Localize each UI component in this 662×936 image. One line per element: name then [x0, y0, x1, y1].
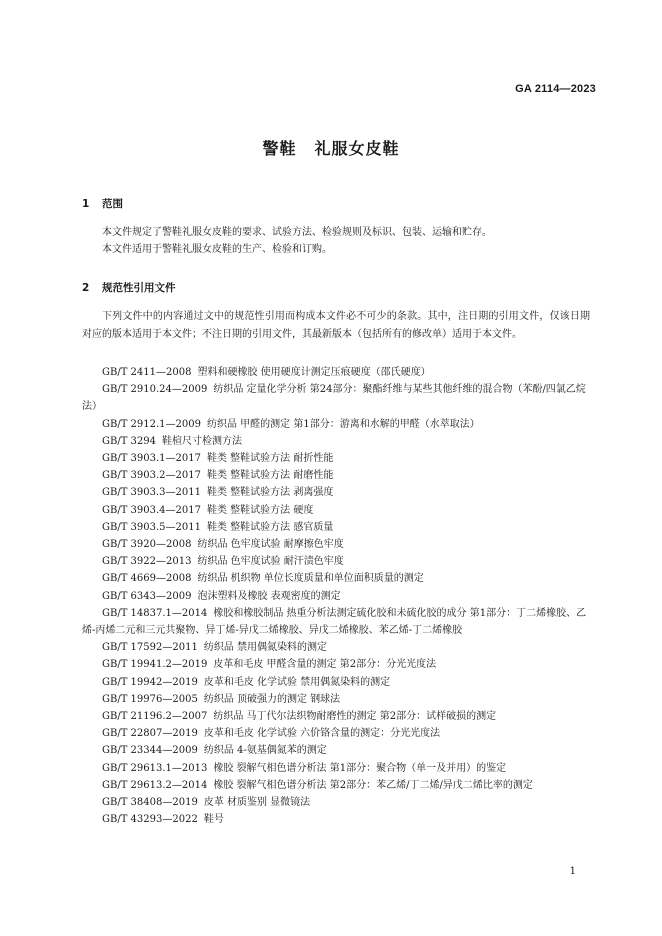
reference-title: 鞋类 整鞋试验方法 感官质量 [207, 521, 334, 533]
section-title: 规范性引用文件 [102, 282, 176, 294]
reference-code: GB/T 43293—2022 [102, 814, 198, 826]
title-part-2: 礼服女皮鞋 [314, 139, 400, 158]
title-part-1: 警鞋 [262, 139, 297, 158]
reference-title: 纺织品 顶破强力的测定 钢球法 [203, 693, 341, 705]
reference-item [82, 536, 592, 553]
section-number: 2 [82, 282, 90, 294]
reference-title: 皮革和毛皮 甲醛含量的测定 第2部分：分光光度法 [213, 659, 437, 671]
reference-code: GB/T 29613.2—2014 [102, 779, 208, 791]
reference-title: 鞋类 整鞋试验方法 硬度 [207, 504, 314, 516]
reference-item [82, 570, 592, 587]
reference-code: GB/T 2411—2008 [102, 367, 192, 378]
reference-item [82, 742, 592, 759]
reference-code: GB/T 3903.4—2017 [102, 504, 201, 516]
reference-item [82, 588, 592, 605]
reference-title: 鞋类 整鞋试验方法 耐磨性能 [207, 470, 334, 482]
reference-item [82, 639, 592, 656]
reference-code: GB/T 23344—2009 [102, 745, 198, 757]
scope-paragraph-1: 本文件规定了警鞋礼服女皮鞋的要求、试验方法、检验规则及标识、包装、运输和贮存。 [102, 227, 492, 238]
reference-title: 纺织品 色牢度试验 耐摩擦色牢度 [197, 539, 344, 551]
reference-item [82, 433, 592, 450]
reference-code: GB/T 6343—2009 [102, 590, 192, 602]
reference-item [82, 519, 592, 536]
reference-title: 纺织品 禁用偶氮染料的测定 [203, 642, 328, 654]
reference-title: 塑料和硬橡胶 使用硬度计测定压痕硬度（邵氏硬度） [197, 367, 431, 378]
reference-title: 橡胶和橡胶制品 热重分析法测定硫化胶和未硫化胶的成分 第1部分：丁二烯橡胶、乙烯-丙烯二元和三元共聚物、异丁烯-异戊二烯橡胶、异戊二烯橡胶、苯乙烯-丁二烯橡胶 [82, 607, 587, 637]
reference-title: 鞋类 整鞋试验方法 耐折性能 [207, 453, 334, 465]
reference-title: 鞋楦尺寸检测方法 [162, 435, 243, 447]
reference-item [82, 777, 592, 794]
section-heading-normative-references [82, 280, 176, 295]
reference-item [82, 416, 592, 433]
reference-title: 纺织品 机织物 单位长度质量和单位面积质量的测定 [197, 573, 424, 585]
reference-item [82, 760, 592, 777]
document-title [0, 136, 662, 159]
reference-code: GB/T 19941.2—2019 [102, 659, 208, 671]
reference-title: 鞋类 整鞋试验方法 剥离强度 [207, 487, 334, 499]
reference-item [82, 811, 592, 828]
reference-title: 橡胶 裂解气相色谱分析法 第1部分：聚合物（单一及并用）的鉴定 [213, 762, 507, 774]
reference-code: GB/T 22807—2019 [102, 728, 198, 740]
reference-code: GB/T 19942—2019 [102, 676, 198, 688]
reference-item [82, 794, 592, 811]
scope-paragraph-2: 本文件适用于警鞋礼服女皮鞋的生产、检验和订购。 [102, 244, 332, 255]
section-heading-scope [82, 196, 123, 211]
reference-list [82, 364, 592, 828]
reference-code: GB/T 3903.1—2017 [102, 453, 201, 465]
reference-title: 皮革和毛皮 化学试验 六价铬含量的测定：分光光度法 [203, 728, 441, 740]
reference-item [82, 674, 592, 691]
reference-item [82, 364, 592, 381]
reference-item [82, 467, 592, 484]
reference-code: GB/T 14837.1—2014 [102, 607, 208, 619]
reference-title: 皮革 材质鉴别 显微镜法 [203, 797, 311, 809]
reference-title: 纺织品 色牢度试验 耐汗渍色牢度 [197, 556, 344, 568]
reference-item [82, 450, 592, 467]
reference-code: GB/T 4669—2008 [102, 573, 192, 585]
section-number: 1 [82, 198, 90, 210]
reference-title: 泡沫塑料及橡胶 表观密度的测定 [197, 590, 341, 602]
reference-code: GB/T 19976—2005 [102, 693, 198, 705]
reference-code: GB/T 3903.3—2011 [102, 487, 201, 499]
reference-code: GB/T 3920—2008 [102, 539, 192, 551]
reference-code: GB/T 3903.5—2011 [102, 521, 201, 533]
reference-code: GB/T 21196.2—2007 [102, 711, 208, 723]
reference-item [82, 691, 592, 708]
reference-title: 纺织品 甲醛的测定 第1部分：游离和水解的甲醛（水萃取法） [207, 418, 480, 430]
reference-item [82, 502, 592, 519]
reference-title: 鞋号 [203, 814, 224, 826]
section-title: 范围 [102, 198, 123, 210]
reference-code: GB/T 29613.1—2013 [102, 762, 208, 774]
reference-code: GB/T 17592—2011 [102, 642, 198, 654]
reference-item [82, 708, 592, 725]
reference-title: 纺织品 马丁代尔法织物耐磨性的测定 第2部分：试样破损的测定 [213, 711, 497, 723]
reference-item [82, 656, 592, 673]
reference-title: 纺织品 4-氨基偶氮苯的测定 [203, 745, 327, 757]
reference-code: GB/T 2910.24—2009 [102, 384, 208, 396]
reference-code: GB/T 2912.1—2009 [102, 418, 201, 430]
page-number: 1 [569, 866, 576, 877]
reference-item [82, 725, 592, 742]
reference-item [82, 484, 592, 501]
reference-item [82, 605, 592, 639]
references-intro-paragraph: 下列文件中的内容通过文中的规范性引用而构成本文件必不可少的条款。其中，注日期的引用文件，仅该日期对应的版本适用于本文件；不注日期的引用文件，其最新版本（包括所有的修改单）适用于本文件。 [82, 311, 590, 340]
reference-title: 纺织品 定量化学分析 第24部分：聚酯纤维与某些其他纤维的混合物（苯酚/四氯乙烷法） [82, 384, 586, 413]
standard-code: GA 2114—2023 [515, 83, 596, 95]
reference-title: 皮革和毛皮 化学试验 禁用偶氮染料的测定 [203, 676, 391, 688]
reference-code: GB/T 3294 [102, 435, 157, 447]
reference-item [82, 381, 592, 415]
reference-title: 橡胶 裂解气相色谱分析法 第2部分：苯乙烯/丁二烯/异戊二烯比率的测定 [213, 779, 533, 791]
reference-item [82, 553, 592, 570]
reference-code: GB/T 3903.2—2017 [102, 470, 201, 482]
reference-code: GB/T 3922—2013 [102, 556, 192, 568]
reference-code: GB/T 38408—2019 [102, 797, 198, 809]
